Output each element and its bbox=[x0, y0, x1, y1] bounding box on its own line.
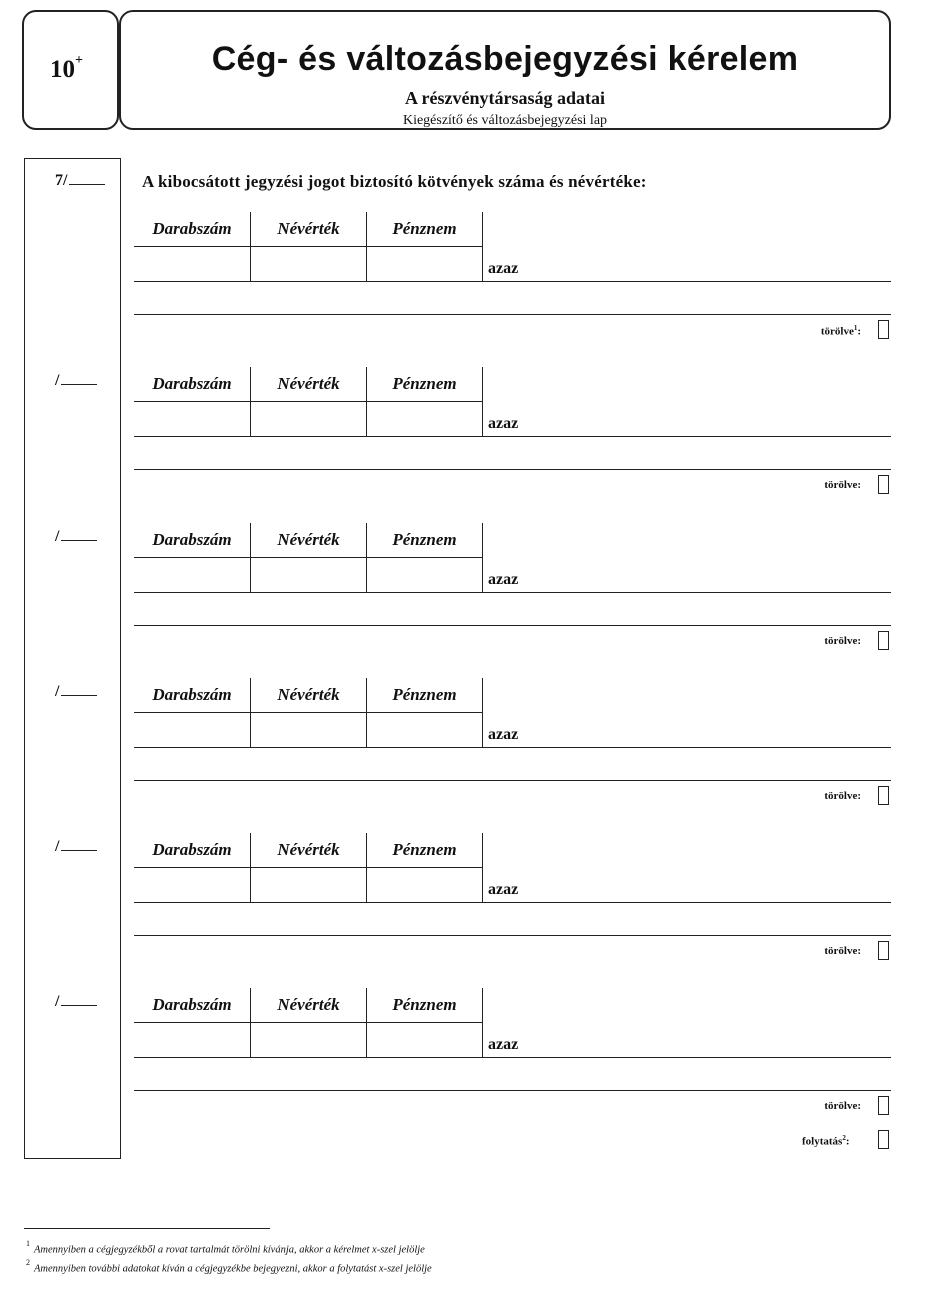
question-text: A kibocsátott jegyzési jogot biztosító kötvények száma és névértéke: bbox=[142, 172, 647, 191]
column-divider bbox=[482, 833, 483, 903]
deleted-checkbox[interactable] bbox=[878, 320, 889, 339]
column-header-count: Darabszám bbox=[152, 840, 232, 859]
azaz-label: azaz bbox=[488, 881, 519, 898]
column-header-currency: Pénznem bbox=[366, 678, 482, 712]
column-header-nominal-value: Névérték bbox=[250, 212, 366, 246]
deleted-label: törölve$^1$: bbox=[820, 324, 861, 338]
azaz-field[interactable] bbox=[534, 252, 891, 281]
count-field[interactable] bbox=[134, 712, 250, 747]
entry-baseline bbox=[134, 902, 891, 903]
column-header-count: Darabszám bbox=[152, 374, 232, 393]
header-rule bbox=[134, 867, 482, 868]
nominal-value-field[interactable] bbox=[250, 557, 366, 592]
deleted-checkbox[interactable] bbox=[878, 631, 889, 650]
deleted-label: törölve: bbox=[824, 945, 861, 957]
row-number-3: / bbox=[55, 528, 97, 546]
words-line[interactable] bbox=[134, 935, 891, 936]
continuation-label: folytatás$^2$: bbox=[802, 1134, 850, 1148]
footnote-2: $^2$Amennyiben további adatokat kíván a cégjegyzékbe bejegyezni, akkor a folytatást x-szel jelölje bbox=[26, 1258, 432, 1275]
deleted-label: törölve: bbox=[824, 635, 861, 647]
bond-entry-6 bbox=[134, 988, 891, 1113]
azaz-label: azaz bbox=[488, 415, 519, 432]
form-number: 10+ bbox=[50, 52, 83, 83]
column-header-nominal-value: Névérték bbox=[250, 367, 366, 401]
row-number-2: / bbox=[55, 372, 97, 390]
continuation-checkbox[interactable] bbox=[878, 1130, 889, 1149]
column-header-nominal-value: Névérték bbox=[250, 678, 366, 712]
count-field[interactable] bbox=[134, 867, 250, 902]
azaz-field[interactable] bbox=[534, 563, 891, 592]
deleted-checkbox[interactable] bbox=[878, 475, 889, 494]
words-line[interactable] bbox=[134, 780, 891, 781]
row-number-1: 7/ bbox=[55, 172, 105, 190]
nominal-value-field[interactable] bbox=[250, 867, 366, 902]
currency-field[interactable] bbox=[366, 401, 482, 436]
bond-entry-5 bbox=[134, 833, 891, 958]
page-subtitle: A részvénytársaság adatai bbox=[405, 88, 605, 108]
header-rule bbox=[134, 246, 482, 247]
count-field[interactable] bbox=[134, 401, 250, 436]
deleted-label: törölve: bbox=[824, 479, 861, 491]
column-header-currency: Pénznem bbox=[366, 833, 482, 867]
column-divider bbox=[482, 212, 483, 282]
header-rule bbox=[134, 1022, 482, 1023]
row-number-6: / bbox=[55, 993, 97, 1011]
count-field[interactable] bbox=[134, 1022, 250, 1057]
azaz-field[interactable] bbox=[534, 407, 891, 436]
entry-baseline bbox=[134, 281, 891, 282]
bond-entry-4 bbox=[134, 678, 891, 803]
header-rule bbox=[134, 557, 482, 558]
column-header-count: Darabszám bbox=[152, 995, 232, 1014]
azaz-label: azaz bbox=[488, 571, 519, 588]
deleted-checkbox[interactable] bbox=[878, 941, 889, 960]
deleted-checkbox[interactable] bbox=[878, 1096, 889, 1115]
column-divider bbox=[482, 367, 483, 437]
column-header-count: Darabszám bbox=[152, 685, 232, 704]
header-rule bbox=[134, 712, 482, 713]
azaz-label: azaz bbox=[488, 1036, 519, 1053]
footnote-divider bbox=[24, 1228, 270, 1229]
bond-entry-1 bbox=[134, 212, 891, 337]
column-divider bbox=[482, 523, 483, 593]
nominal-value-field[interactable] bbox=[250, 1022, 366, 1057]
count-field[interactable] bbox=[134, 557, 250, 592]
column-header-count: Darabszám bbox=[152, 219, 232, 238]
azaz-label: azaz bbox=[488, 260, 519, 277]
currency-field[interactable] bbox=[366, 867, 482, 902]
column-header-currency: Pénznem bbox=[366, 212, 482, 246]
nominal-value-field[interactable] bbox=[250, 246, 366, 281]
page-title: Cég- és változásbejegyzési kérelem bbox=[211, 40, 799, 78]
words-line[interactable] bbox=[134, 314, 891, 315]
nominal-value-field[interactable] bbox=[250, 712, 366, 747]
page-subtitle-2: Kiegészítő és változásbejegyzési lap bbox=[402, 113, 608, 128]
deleted-checkbox[interactable] bbox=[878, 786, 889, 805]
entry-baseline bbox=[134, 436, 891, 437]
entry-baseline bbox=[134, 747, 891, 748]
bond-entry-2 bbox=[134, 367, 891, 492]
deleted-label: törölve: bbox=[824, 790, 861, 802]
column-header-count: Darabszám bbox=[152, 530, 232, 549]
currency-field[interactable] bbox=[366, 246, 482, 281]
entry-baseline bbox=[134, 1057, 891, 1058]
azaz-label: azaz bbox=[488, 726, 519, 743]
column-divider bbox=[482, 678, 483, 748]
column-divider bbox=[482, 988, 483, 1058]
row-number-4: / bbox=[55, 683, 97, 701]
deleted-label: törölve: bbox=[824, 1100, 861, 1112]
count-field[interactable] bbox=[134, 246, 250, 281]
words-line[interactable] bbox=[134, 469, 891, 470]
azaz-field[interactable] bbox=[534, 718, 891, 747]
footnote-1: $^1$Amennyiben a cégjegyzékből a rovat tartalmát törölni kívánja, akkor a kérelmet x-szel jelölje bbox=[26, 1239, 425, 1256]
column-header-nominal-value: Névérték bbox=[250, 523, 366, 557]
azaz-field[interactable] bbox=[534, 873, 891, 902]
header-rule bbox=[134, 401, 482, 402]
words-line[interactable] bbox=[134, 625, 891, 626]
nominal-value-field[interactable] bbox=[250, 401, 366, 436]
currency-field[interactable] bbox=[366, 557, 482, 592]
column-header-currency: Pénznem bbox=[366, 988, 482, 1022]
bond-entry-3 bbox=[134, 523, 891, 648]
column-header-nominal-value: Névérték bbox=[250, 988, 366, 1022]
entry-baseline bbox=[134, 592, 891, 593]
currency-field[interactable] bbox=[366, 712, 482, 747]
column-header-currency: Pénznem bbox=[366, 523, 482, 557]
words-line[interactable] bbox=[134, 1090, 891, 1091]
header-box bbox=[119, 10, 891, 130]
row-number-5: / bbox=[55, 838, 97, 856]
currency-field[interactable] bbox=[366, 1022, 482, 1057]
azaz-field[interactable] bbox=[534, 1028, 891, 1057]
column-header-nominal-value: Névérték bbox=[250, 833, 366, 867]
column-header-currency: Pénznem bbox=[366, 367, 482, 401]
